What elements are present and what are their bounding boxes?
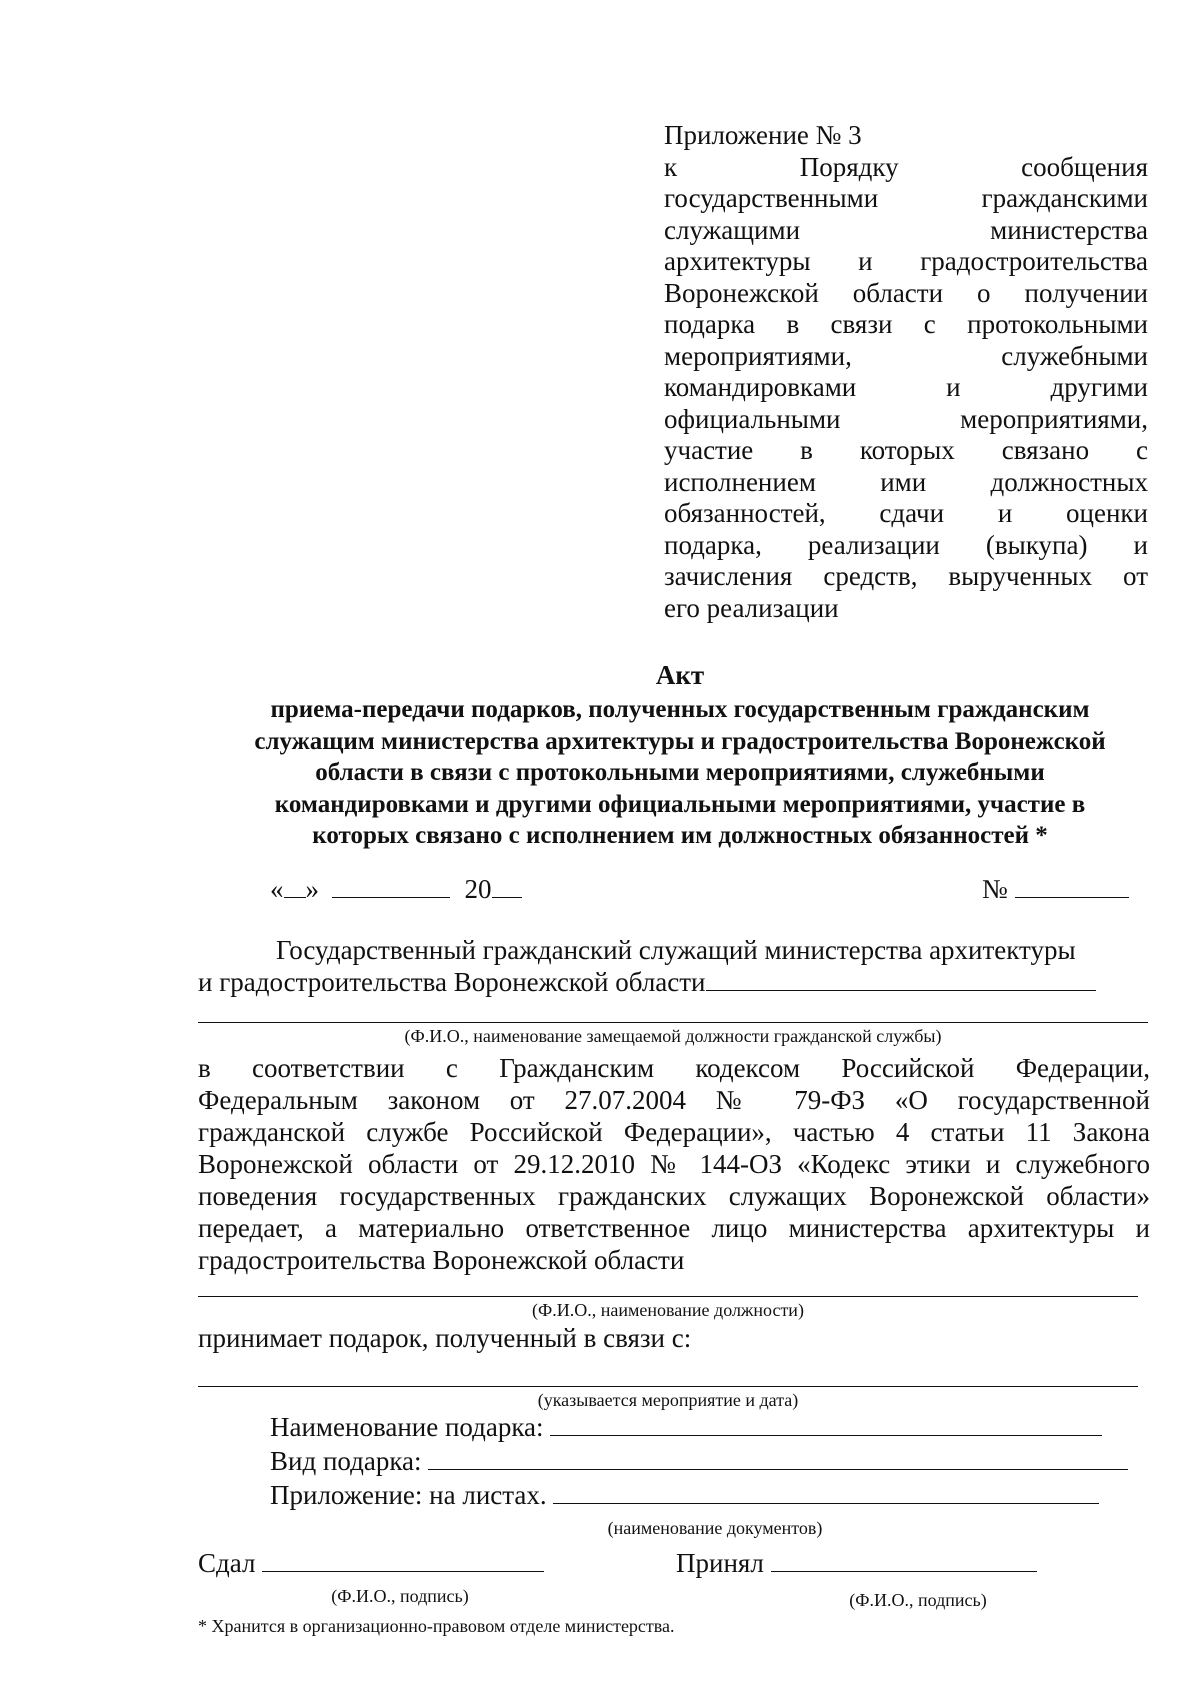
year-blank[interactable] <box>492 873 522 898</box>
document-subtitle <box>200 694 1160 852</box>
appendix-line: зачисления средств, вырученных от <box>664 561 1148 591</box>
close-quote: » <box>305 874 319 904</box>
appendix-number: Приложение № 3 <box>664 120 862 150</box>
document-title: Акт <box>655 660 705 690</box>
para-line: гражданской службе Российской Федерации», частью 4 статьи 11 Закона <box>198 1117 1150 1147</box>
servant-blank[interactable] <box>706 966 1096 991</box>
gift-name-label: Наименование подарка: <box>270 1412 544 1442</box>
appendix-line: участие в которых связано с <box>664 435 1148 465</box>
para-line: Федеральным законом от 27.07.2004 № 79-ФЗ «О государственной <box>198 1085 1150 1115</box>
appendix-line: официальными мероприятиями, <box>664 403 1148 434</box>
subtitle-line: которых связано с исполнением им должностных обязанностей * <box>312 822 1048 849</box>
event-rule[interactable] <box>198 1386 1138 1387</box>
attachment-blank[interactable] <box>553 1481 1099 1504</box>
appendix-line: архитектуры и градостроительства <box>664 246 1148 276</box>
gift-type-field <box>270 1446 1128 1477</box>
footnote: * Хранится в организационно-правовом отделе министерства. <box>198 1616 675 1636</box>
day-blank[interactable] <box>284 873 306 898</box>
appendix-line: мероприятиями, служебными <box>664 340 1148 371</box>
appendix-line: исполнением ими должностных <box>664 466 1148 497</box>
para-line: Воронежской области от 29.12.2010 № 144-ОЗ «Кодекс этики и служебного <box>198 1149 1150 1179</box>
intro-line-1: Государственный гражданский служащий министерства архитектуры <box>276 935 1076 965</box>
appendix-line: Воронежской области о получении <box>664 277 1148 308</box>
attachment-field <box>270 1480 1099 1511</box>
caption-fio-position: (Ф.И.О., наименование замещаемой должности гражданской службы) <box>404 1026 942 1046</box>
open-quote: « <box>270 874 284 904</box>
gift-type-blank[interactable] <box>428 1447 1128 1470</box>
gift-type-label: Вид подарка: <box>270 1446 422 1476</box>
month-blank[interactable] <box>332 873 450 898</box>
intro-line-2 <box>198 966 1096 998</box>
handed-label: Сдал <box>198 1548 256 1578</box>
intro-line-2-text: и градостроительства Воронежской области <box>198 967 706 997</box>
fio-post-rule[interactable] <box>198 1296 1138 1297</box>
caption-fio-post: (Ф.И.О., наименование должности) <box>532 1300 804 1320</box>
accepted-field <box>676 1548 1037 1579</box>
appendix-line: служащими министерства <box>664 214 1148 245</box>
appendix-line: к Порядку сообщения <box>664 151 1148 182</box>
appendix-line: государственными гражданскими <box>664 183 1148 213</box>
appendix-line: подарка в связи с протокольными <box>664 309 1148 339</box>
gift-name-field <box>270 1412 1102 1443</box>
appendix-line: подарка, реализации (выкупа) и <box>664 529 1148 560</box>
attachment-label: Приложение: на листах. <box>270 1480 547 1510</box>
appendix-line: командировками и другими <box>664 372 1148 402</box>
subtitle-line: командировками и другими официальными мероприятиями, участие в <box>274 790 1086 818</box>
para-line: поведения государственных гражданских служащих Воронежской области» <box>198 1181 1150 1211</box>
para-line: в соответствии с Гражданским кодексом Российской Федерации, <box>198 1053 1150 1083</box>
caption-accepted: (Ф.И.О., подпись) <box>849 1590 987 1610</box>
subtitle-line: служащим министерства архитектуры и градостроительства Воронежской <box>254 727 1106 755</box>
subtitle-line: области в связи с протокольными мероприятиями, служебными <box>315 759 1045 786</box>
accepts-line: принимает подарок, полученный в связи с: <box>198 1323 692 1353</box>
accepted-label: Принял <box>676 1548 764 1578</box>
number-sign: № <box>982 874 1008 904</box>
number-blank[interactable] <box>1015 873 1129 898</box>
caption-handed: (Ф.И.О., подпись) <box>331 1586 469 1606</box>
date-row <box>270 873 522 905</box>
year-prefix: 20 <box>464 874 492 904</box>
caption-event: (указывается мероприятие и дата) <box>537 1390 799 1410</box>
subtitle-line: приема-передачи подарков, полученных государственным гражданским <box>270 696 1090 723</box>
appendix-line: его реализации <box>664 592 839 623</box>
caption-docs: (наименование документов) <box>607 1518 823 1538</box>
accepted-blank[interactable] <box>771 1549 1037 1572</box>
para-line: передает, а материально ответственное лицо министерства архитектуры и <box>198 1213 1150 1243</box>
appendix-line: обязанностей, сдачи и оценки <box>664 498 1148 528</box>
handed-field <box>198 1548 544 1579</box>
fio-position-rule[interactable] <box>198 1022 1148 1023</box>
para-line: градостроительства Воронежской области <box>198 1245 685 1275</box>
handed-blank[interactable] <box>262 1549 544 1572</box>
gift-name-blank[interactable] <box>550 1413 1102 1436</box>
appendix-block <box>664 120 1148 624</box>
number-row <box>982 873 1129 905</box>
